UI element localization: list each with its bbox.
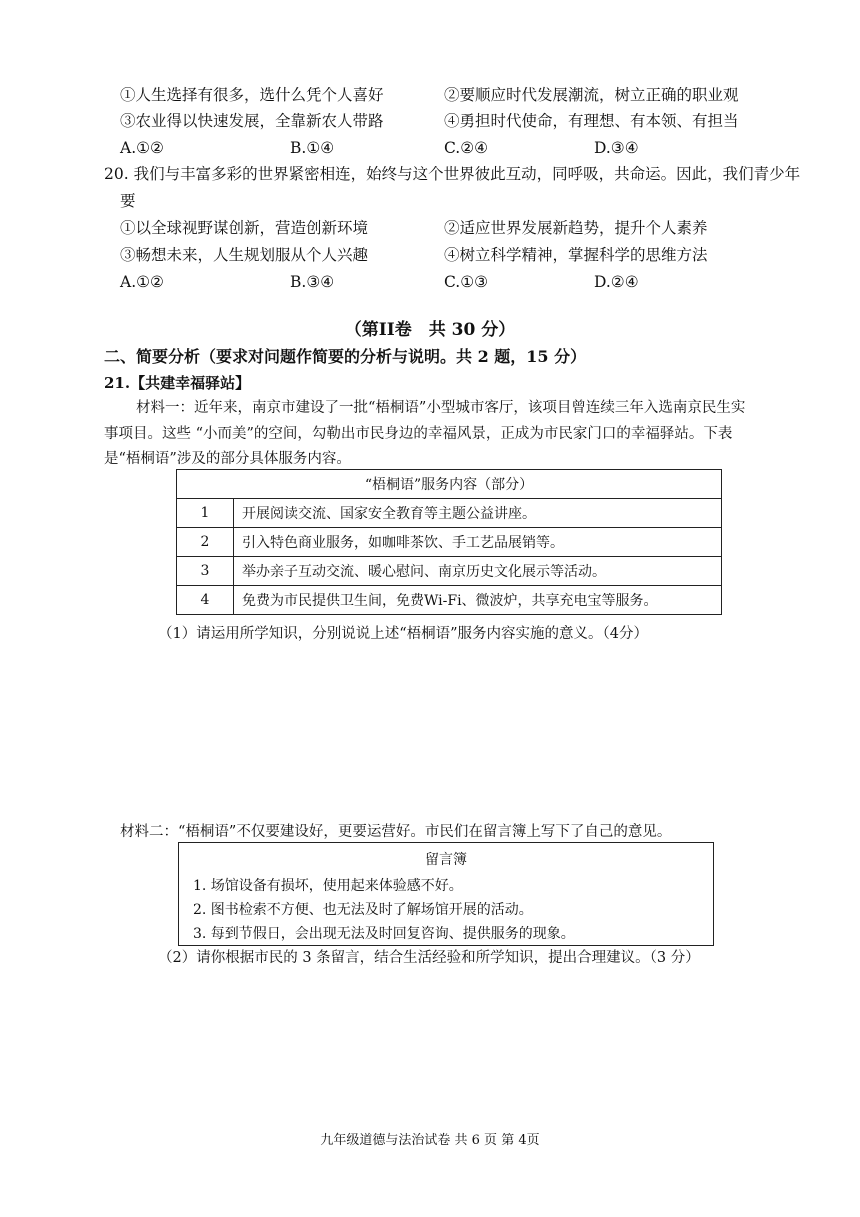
row-text: 开展阅读交流、国家安全教育等主题公益讲座。 — [234, 499, 722, 528]
q20-option-3: ③畅想未来，人生规划服从个人兴趣 — [120, 246, 369, 264]
sub-question-1: （1）请运用所学知识，分别说说上述“梧桐语”服务内容实施的意义。（4分） — [158, 626, 649, 642]
q19-choice-b: B.①④ — [290, 139, 335, 157]
guestbook-note: 1. 场馆设备有损坏，使用起来体验感不好。 — [193, 878, 463, 894]
q19-option-4: ④勇担时代使命，有理想、有本领、有担当 — [444, 112, 739, 130]
table-header-row — [177, 470, 722, 499]
q19-option-3: ③农业得以快速发展，全靠新农人带路 — [120, 112, 384, 130]
service-content-table — [176, 469, 722, 615]
q20-choice-d: D.②④ — [594, 273, 639, 291]
material-one-line1: 材料一：近年来，南京市建设了一批“梧桐语”小型城市客厅，该项目曾连续三年入选南京民生实 — [136, 400, 746, 416]
q20-option-4: ④树立科学精神，掌握科学的思维方法 — [444, 246, 708, 264]
section-two-heading: 二、简要分析（要求对问题作简要的分析与说明。共 2 题，15 分） — [104, 347, 587, 366]
page-footer: 九年级道德与法治试卷 共 6 页 第 4页 — [320, 1133, 540, 1148]
q19-choice-a: A.①② — [120, 139, 164, 157]
row-text: 举办亲子互动交流、暖心慰问、南京历史文化展示等活动。 — [234, 557, 722, 586]
sub-question-2: （2）请你根据市民的 3 条留言，结合生活经验和所学知识，提出合理建议。（3 分） — [158, 950, 700, 966]
guestbook-title: 留言簿 — [425, 852, 467, 868]
q20-choice-c: C.①③ — [444, 273, 489, 291]
row-number: 3 — [177, 557, 234, 586]
q20-option-2: ②适应世界发展新趋势，提升个人素养 — [444, 219, 708, 237]
q21-heading: 21.【共建幸福驿站】 — [104, 374, 251, 392]
table-row — [177, 586, 722, 615]
q19-option-1: ①人生选择有很多，选什么凭个人喜好 — [120, 86, 384, 104]
table-row — [177, 557, 722, 586]
part-two-title: （第II卷 共 30 分） — [344, 320, 516, 340]
row-text: 引入特色商业服务，如咖啡茶饮、手工艺品展销等。 — [234, 528, 722, 557]
q20-choice-a: A.①② — [120, 273, 164, 291]
guestbook-note: 3. 每到节假日，会出现无法及时回复咨询、提供服务的现象。 — [193, 926, 575, 942]
q19-option-2: ②要顺应时代发展潮流，树立正确的职业观 — [444, 86, 739, 104]
material-one-line3: 是“梧桐语”涉及的部分具体服务内容。 — [104, 451, 351, 467]
q19-choice-d: D.③④ — [594, 139, 639, 157]
row-number: 2 — [177, 528, 234, 557]
guestbook-box — [178, 842, 714, 946]
q19-choice-c: C.②④ — [444, 139, 489, 157]
guestbook-note: 2. 图书检索不方便、也无法及时了解场馆开展的活动。 — [193, 902, 533, 918]
table-title: “梧桐语”服务内容（部分） — [177, 470, 722, 499]
q20-choice-b: B.③④ — [290, 273, 335, 291]
row-text: 免费为市民提供卫生间，免费Wi-Fi、微波炉，共享充电宝等服务。 — [234, 586, 722, 615]
q20-stem-line2: 要 — [120, 192, 136, 210]
q20-stem-line1: 20. 我们与丰富多彩的世界紧密相连，始终与这个世界彼此互动，同呼吸，共命运。因此，我们青少年 — [104, 165, 801, 183]
table-row — [177, 528, 722, 557]
material-two: 材料二：“梧桐语”不仅要建设好，更要运营好。市民们在留言簿上写下了自己的意见。 — [120, 824, 672, 840]
material-one-line2: 事项目。这些 “小而美”的空间，勾勒出市民身边的幸福风景，正成为市民家门口的幸福驿站。下表 — [104, 426, 733, 442]
table-row — [177, 499, 722, 528]
q20-option-1: ①以全球视野谋创新，营造创新环境 — [120, 219, 369, 237]
row-number: 1 — [177, 499, 234, 528]
row-number: 4 — [177, 586, 234, 615]
